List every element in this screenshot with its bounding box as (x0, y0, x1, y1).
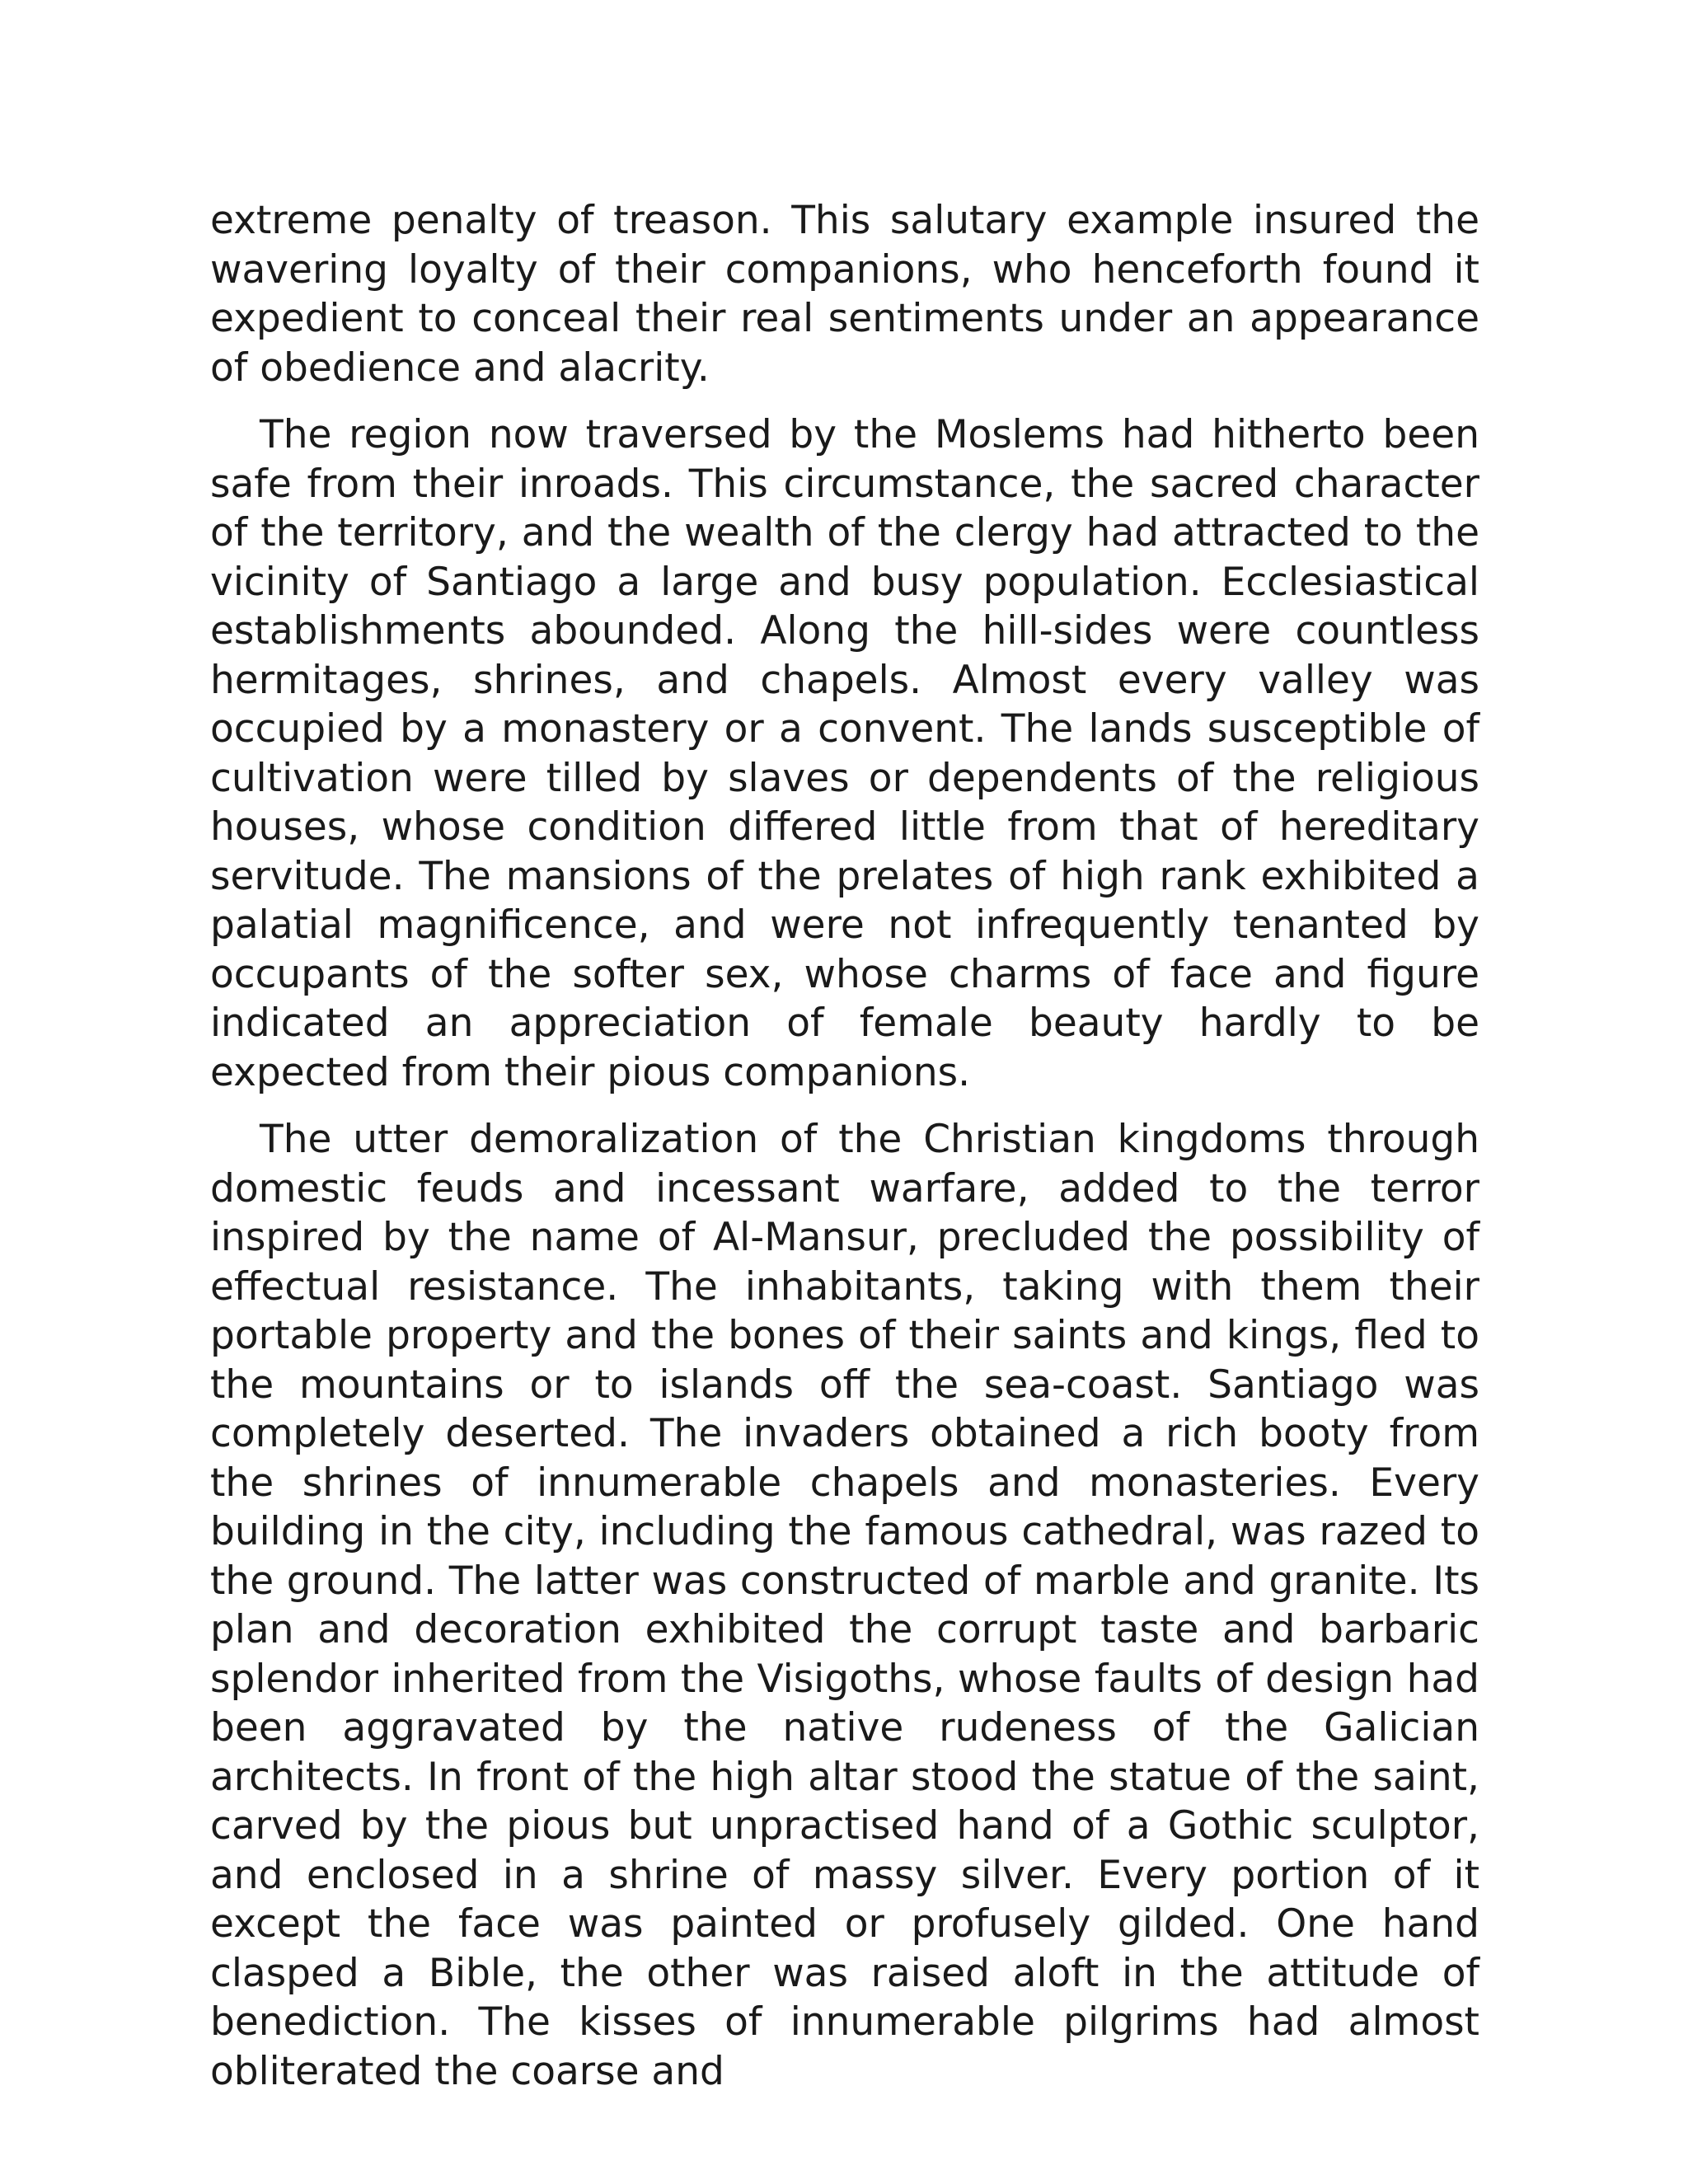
paragraph-2: The region now traversed by the Moslems had hitherto been safe from their inroads. This circumstance, the sacred character of the territory, and the wealth of the clergy had attracted to the vicinity of Santiago a large and busy population. Ecclesiastical establishments abounded. Along the hill-sides were countless hermitages, shrines, and chapels. Almost every valley was occupied by a monastery or a convent. The lands susceptible of cultivation were tilled by slaves or dependents of the religious houses, whose condition differed little from that of hereditary servitude. The mansions of the prelates of high rank exhibited a palatial magnificence, and were not infrequently tenanted by occupants of the softer sex, whose charms of face and figure indicated an appreciation of female beauty hardly to be expected from their pious companions. (210, 412, 1479, 1095)
paragraph-3: The utter demoralization of the Christian kingdoms through domestic feuds and incessant warfare, added to the terror inspired by the name of Al-Mansur, precluded the possibility of effectual resistance. The inhabitants, taking with them their portable property and the bones of their saints and kings, fled to the mountains or to islands off the sea-coast. Santiago was completely deserted. The invaders obtained a rich booty from the shrines of innumerable chapels and monasteries. Every building in the city, including the famous cathedral, was razed to the ground. The latter was constructed of marble and granite. Its plan and decoration exhibited the corrupt taste and barbaric splendor inherited from the Visigoths, whose faults of design had been aggravated by the native rudeness of the Galician architects. In front of the high altar stood the statue of the saint, carved by the pious but unpractised hand of a Gothic sculptor, and enclosed in a shrine of massy silver. Every portion of it except the face was painted or profusely gilded. One hand clasped a Bible, the other was raised aloft in the attitude of benediction. The kisses of innumerable pilgrims had almost obliterated the coarse and (210, 1117, 1479, 2094)
paragraph-1: extreme penalty of treason. This salutary example insured the wavering loyalty of their companions, who henceforth found it expedient to conceal their real sentiments under an appearance of obedience and alacrity. (210, 198, 1479, 391)
document-page (210, 196, 1479, 2114)
